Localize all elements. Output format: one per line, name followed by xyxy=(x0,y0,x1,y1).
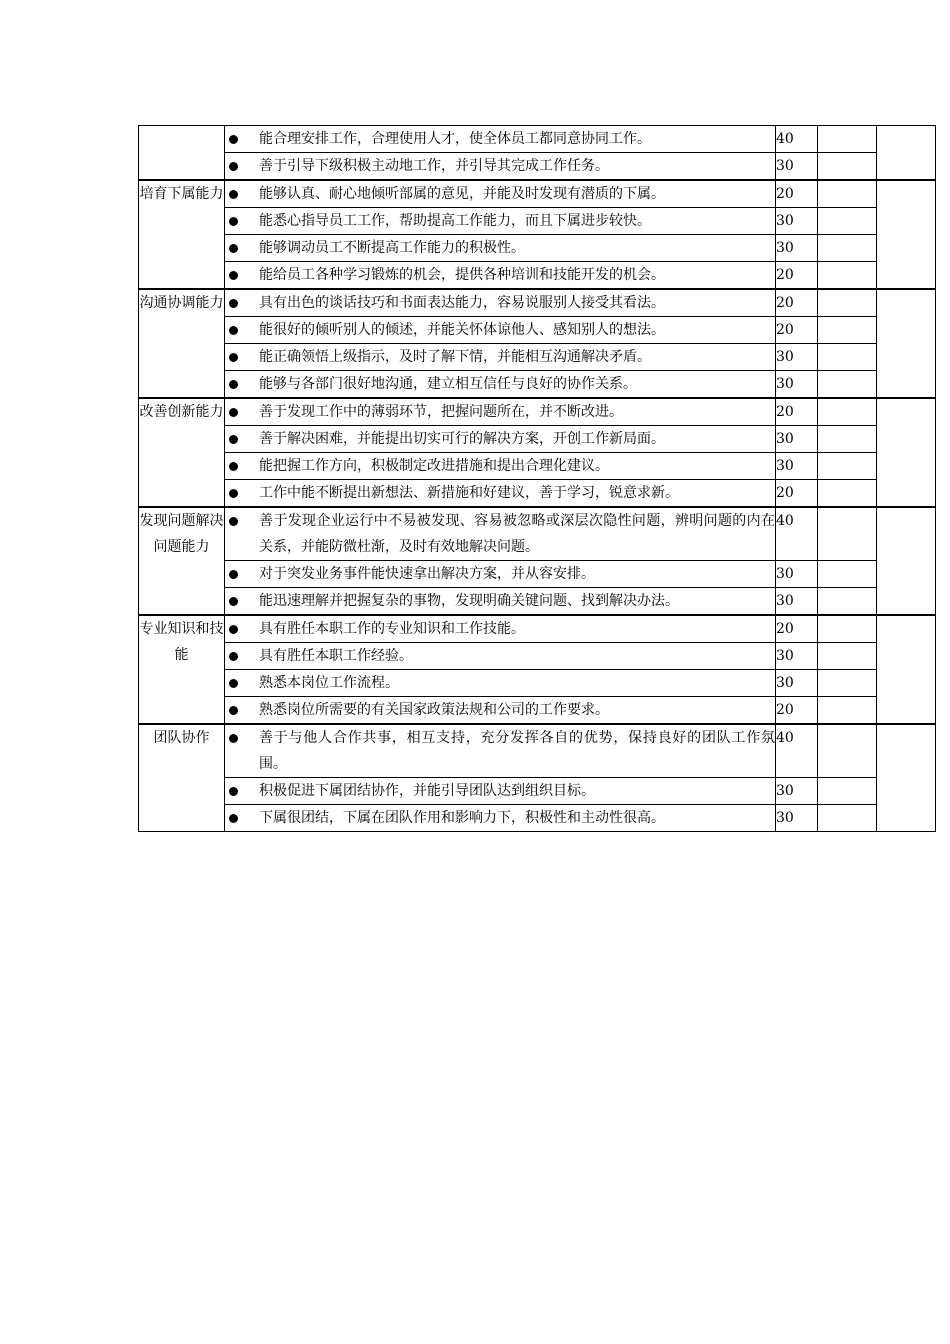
table-row xyxy=(139,426,936,453)
criterion-text: 能很好的倾听别人的倾述，并能关怀体谅他人、感知别人的想法。 xyxy=(259,322,665,338)
table-row xyxy=(139,344,936,371)
criterion-cell xyxy=(225,208,776,235)
criterion-text: 对于突发业务事件能快速拿出解决方案，并从容安排。 xyxy=(259,566,595,582)
table-row xyxy=(139,670,936,697)
criterion-cell xyxy=(225,126,776,153)
total-cell[interactable] xyxy=(877,507,936,615)
criterion-cell xyxy=(225,344,776,371)
criterion-text: 积极促进下属团结协作，并能引导团队达到组织目标。 xyxy=(259,783,595,799)
criterion-cell xyxy=(225,670,776,697)
rating-cell[interactable] xyxy=(818,235,877,262)
bullet-icon xyxy=(225,588,259,614)
table-row xyxy=(139,453,936,480)
bullet-icon xyxy=(225,453,259,479)
bullet-icon xyxy=(225,262,259,288)
category-cell: 发现问题解决问题能力 xyxy=(139,507,225,615)
bullet-icon xyxy=(225,725,259,751)
criterion-cell xyxy=(225,153,776,181)
criterion-cell xyxy=(225,480,776,508)
rating-cell[interactable] xyxy=(818,778,877,805)
score-cell: 40 xyxy=(776,126,818,153)
criterion-cell xyxy=(225,778,776,805)
rating-cell[interactable] xyxy=(818,561,877,588)
table-row xyxy=(139,805,936,832)
score-cell: 20 xyxy=(776,180,818,208)
table-row xyxy=(139,371,936,399)
evaluation-table xyxy=(138,125,936,832)
criterion-text: 工作中能不断提出新想法、新措施和好建议，善于学习，锐意求新。 xyxy=(259,485,679,501)
score-cell: 40 xyxy=(776,724,818,778)
criterion-cell xyxy=(225,235,776,262)
score-cell: 30 xyxy=(776,643,818,670)
bullet-icon xyxy=(225,643,259,669)
table-row xyxy=(139,615,936,643)
bullet-icon xyxy=(225,805,259,831)
bullet-icon xyxy=(225,181,259,207)
rating-cell[interactable] xyxy=(818,507,877,561)
criterion-cell xyxy=(225,615,776,643)
total-cell[interactable] xyxy=(877,615,936,724)
bullet-icon xyxy=(225,670,259,696)
table-row xyxy=(139,398,936,426)
category-cell: 团队协作 xyxy=(139,724,225,832)
bullet-icon xyxy=(225,290,259,316)
rating-cell[interactable] xyxy=(818,643,877,670)
criterion-text: 能够调动员工不断提高工作能力的积极性。 xyxy=(259,240,525,256)
score-cell: 30 xyxy=(776,805,818,832)
criterion-text: 能够与各部门很好地沟通，建立相互信任与良好的协作关系。 xyxy=(259,376,637,392)
criterion-cell xyxy=(225,805,776,832)
category-cell: 培育下属能力 xyxy=(139,180,225,289)
table-row xyxy=(139,588,936,616)
criterion-cell xyxy=(225,371,776,399)
bullet-icon xyxy=(225,317,259,343)
rating-cell[interactable] xyxy=(818,208,877,235)
rating-cell[interactable] xyxy=(818,317,877,344)
score-cell: 30 xyxy=(776,426,818,453)
rating-cell[interactable] xyxy=(818,180,877,208)
criterion-cell xyxy=(225,643,776,670)
score-cell: 20 xyxy=(776,317,818,344)
criterion-text: 能给员工各种学习锻炼的机会，提供各种培训和技能开发的机会。 xyxy=(259,267,665,283)
rating-cell[interactable] xyxy=(818,153,877,181)
criterion-text: 具有胜任本职工作的专业知识和工作技能。 xyxy=(259,621,525,637)
criterion-text: 能迅速理解并把握复杂的事物，发现明确关键问题、找到解决办法。 xyxy=(259,593,679,609)
criterion-cell xyxy=(225,317,776,344)
bullet-icon xyxy=(225,508,259,534)
criterion-cell xyxy=(225,588,776,616)
table-row xyxy=(139,778,936,805)
criterion-cell xyxy=(225,426,776,453)
criterion-cell xyxy=(225,453,776,480)
criterion-cell xyxy=(225,697,776,725)
rating-cell[interactable] xyxy=(818,670,877,697)
table-row xyxy=(139,507,936,561)
rating-cell[interactable] xyxy=(818,480,877,508)
criterion-text: 能够认真、耐心地倾听部属的意见，并能及时发现有潜质的下属。 xyxy=(259,186,665,202)
table-row xyxy=(139,724,936,778)
score-cell: 20 xyxy=(776,615,818,643)
criterion-cell xyxy=(225,724,776,778)
table-row xyxy=(139,262,936,290)
rating-cell[interactable] xyxy=(818,588,877,616)
rating-cell[interactable] xyxy=(818,453,877,480)
criterion-text: 具有胜任本职工作经验。 xyxy=(259,648,413,664)
evaluation-table-body xyxy=(139,126,936,832)
criterion-text: 熟悉岗位所需要的有关国家政策法规和公司的工作要求。 xyxy=(259,702,609,718)
table-row xyxy=(139,126,936,153)
rating-cell[interactable] xyxy=(818,289,877,317)
table-row xyxy=(139,180,936,208)
score-cell: 30 xyxy=(776,235,818,262)
score-cell: 30 xyxy=(776,588,818,616)
rating-cell[interactable] xyxy=(818,126,877,153)
criterion-text: 具有出色的谈话技巧和书面表达能力，容易说服别人接受其看法。 xyxy=(259,295,665,311)
rating-cell[interactable] xyxy=(818,344,877,371)
criterion-text: 能把握工作方向，积极制定改进措施和提出合理化建议。 xyxy=(259,458,609,474)
bullet-icon xyxy=(225,371,259,397)
rating-cell[interactable] xyxy=(818,805,877,832)
rating-cell[interactable] xyxy=(818,615,877,643)
criterion-cell xyxy=(225,561,776,588)
bullet-icon xyxy=(225,153,259,179)
bullet-icon xyxy=(225,344,259,370)
score-cell: 30 xyxy=(776,344,818,371)
table-row xyxy=(139,561,936,588)
score-cell: 30 xyxy=(776,153,818,181)
table-row xyxy=(139,235,936,262)
criterion-text: 熟悉本岗位工作流程。 xyxy=(259,675,399,691)
criterion-cell xyxy=(225,262,776,290)
bullet-icon xyxy=(225,399,259,425)
score-cell: 20 xyxy=(776,289,818,317)
criterion-cell xyxy=(225,180,776,208)
table-row xyxy=(139,643,936,670)
table-row xyxy=(139,317,936,344)
table-row xyxy=(139,480,936,508)
rating-cell[interactable] xyxy=(818,262,877,290)
score-cell: 30 xyxy=(776,371,818,399)
bullet-icon xyxy=(225,561,259,587)
bullet-icon xyxy=(225,426,259,452)
table-row xyxy=(139,697,936,725)
criterion-text: 善于发现企业运行中不易被发现、容易被忽略或深层次隐性问题，辨明问题的内在关系，并能防微杜渐，及时有效地解决问题。 xyxy=(259,513,775,555)
score-cell: 30 xyxy=(776,670,818,697)
criterion-cell xyxy=(225,507,776,561)
score-cell: 20 xyxy=(776,697,818,725)
table-row xyxy=(139,208,936,235)
bullet-icon xyxy=(225,697,259,723)
criterion-text: 善于发现工作中的薄弱环节，把握问题所在，并不断改进。 xyxy=(259,404,623,420)
bullet-icon xyxy=(225,126,259,152)
category-cell: 改善创新能力 xyxy=(139,398,225,507)
table-row xyxy=(139,289,936,317)
rating-cell[interactable] xyxy=(818,724,877,778)
criterion-text: 能悉心指导员工工作，帮助提高工作能力，而且下属进步较快。 xyxy=(259,213,651,229)
criterion-text: 善于解决困难，并能提出切实可行的解决方案，开创工作新局面。 xyxy=(259,431,665,447)
category-cell xyxy=(139,126,225,181)
criterion-cell xyxy=(225,289,776,317)
rating-cell[interactable] xyxy=(818,398,877,426)
criterion-text: 能正确领悟上级指示，及时了解下情，并能相互沟通解决矛盾。 xyxy=(259,349,651,365)
total-cell[interactable] xyxy=(877,398,936,507)
category-cell: 专业知识和技能 xyxy=(139,615,225,724)
score-cell: 30 xyxy=(776,208,818,235)
bullet-icon xyxy=(225,235,259,261)
table-row xyxy=(139,153,936,181)
criterion-text: 能合理安排工作，合理使用人才，使全体员工都同意协同工作。 xyxy=(259,131,651,147)
category-cell: 沟通协调能力 xyxy=(139,289,225,398)
bullet-icon xyxy=(225,480,259,506)
score-cell: 30 xyxy=(776,778,818,805)
bullet-icon xyxy=(225,778,259,804)
criterion-text: 下属很团结，下属在团队作用和影响力下，积极性和主动性很高。 xyxy=(259,810,665,826)
criterion-text: 善于与他人合作共事，相互支持，充分发挥各自的优势，保持良好的团队工作氛围。 xyxy=(259,730,775,772)
bullet-icon xyxy=(225,208,259,234)
total-cell[interactable] xyxy=(877,289,936,398)
score-cell: 20 xyxy=(776,480,818,508)
rating-cell[interactable] xyxy=(818,426,877,453)
score-cell: 30 xyxy=(776,453,818,480)
rating-cell[interactable] xyxy=(818,697,877,725)
score-cell: 20 xyxy=(776,262,818,290)
bullet-icon xyxy=(225,616,259,642)
score-cell: 20 xyxy=(776,398,818,426)
total-cell[interactable] xyxy=(877,724,936,832)
criterion-text: 善于引导下级积极主动地工作，并引导其完成工作任务。 xyxy=(259,158,609,174)
total-cell[interactable] xyxy=(877,180,936,289)
score-cell: 40 xyxy=(776,507,818,561)
criterion-cell xyxy=(225,398,776,426)
rating-cell[interactable] xyxy=(818,371,877,399)
total-cell[interactable] xyxy=(877,126,936,181)
score-cell: 30 xyxy=(776,561,818,588)
